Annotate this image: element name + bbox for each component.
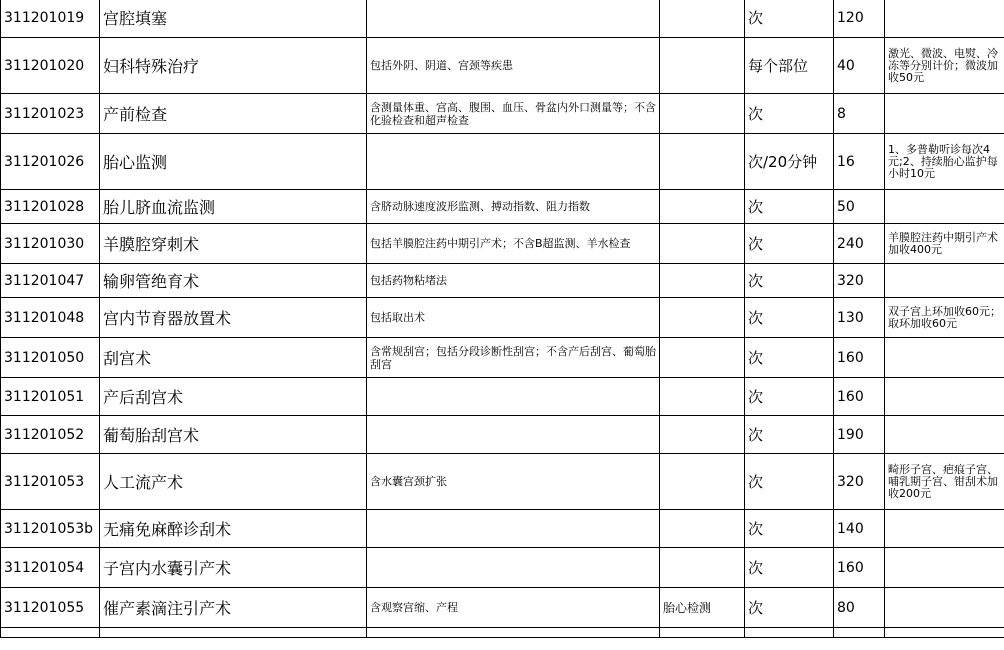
item-price-cell[interactable]: 320 (834, 454, 885, 510)
table-cell[interactable] (367, 628, 660, 638)
item-unit-cell[interactable]: 次 (745, 588, 834, 628)
item-exclusion-cell[interactable] (660, 338, 745, 378)
table-row (1, 510, 1004, 548)
item-content-cell[interactable]: 包括外阴、阴道、宫颈等疾患 (367, 38, 660, 94)
item-name-cell[interactable]: 无痛免麻醉诊刮术 (100, 510, 367, 548)
item-exclusion-cell[interactable] (660, 548, 745, 588)
item-name-cell[interactable]: 宫内节育器放置术 (100, 298, 367, 338)
item-unit-cell[interactable]: 次 (745, 378, 834, 416)
item-code-cell[interactable]: 311201051 (1, 378, 100, 416)
item-code-cell[interactable]: 311201030 (1, 224, 100, 264)
item-note-cell[interactable] (885, 548, 1004, 588)
item-content-cell[interactable] (367, 134, 660, 190)
item-content-cell[interactable]: 包括药物粘堵法 (367, 264, 660, 298)
item-exclusion-cell[interactable]: 胎心检测 (660, 588, 745, 628)
item-code-cell[interactable]: 311201019 (1, 0, 100, 38)
item-code-cell[interactable]: 311201026 (1, 134, 100, 190)
table-cell[interactable] (885, 628, 1004, 638)
item-exclusion-cell[interactable] (660, 190, 745, 224)
table-row (1, 588, 1004, 628)
item-exclusion-cell[interactable] (660, 38, 745, 94)
item-unit-cell[interactable]: 次 (745, 224, 834, 264)
table-row (1, 378, 1004, 416)
item-note-cell[interactable]: 激光、微波、电熨、冷冻等分别计价；微波加收50元 (885, 38, 1004, 94)
table-row (1, 264, 1004, 298)
item-price-cell[interactable]: 190 (834, 416, 885, 454)
item-price-cell[interactable]: 160 (834, 548, 885, 588)
item-exclusion-cell[interactable] (660, 298, 745, 338)
item-name-cell[interactable]: 子宫内水囊引产术 (100, 548, 367, 588)
item-price-cell[interactable]: 80 (834, 588, 885, 628)
item-name-cell[interactable]: 输卵管绝育术 (100, 264, 367, 298)
item-price-cell[interactable]: 240 (834, 224, 885, 264)
item-unit-cell[interactable]: 次 (745, 264, 834, 298)
item-name-cell[interactable]: 刮宫术 (100, 338, 367, 378)
item-name-cell[interactable]: 产后刮宫术 (100, 378, 367, 416)
item-price-cell[interactable]: 16 (834, 134, 885, 190)
item-note-cell[interactable]: 畸形子宫、疤痕子宫、哺乳期子宫、钳刮术加收200元 (885, 454, 1004, 510)
item-unit-cell[interactable]: 次/20分钟 (745, 134, 834, 190)
table-row (1, 38, 1004, 94)
item-exclusion-cell[interactable] (660, 416, 745, 454)
item-note-cell[interactable]: 羊膜腔注药中期引产术加收400元 (885, 224, 1004, 264)
table-cell[interactable] (834, 628, 885, 638)
item-unit-cell[interactable]: 次 (745, 454, 834, 510)
item-content-cell[interactable]: 包括取出术 (367, 298, 660, 338)
item-content-cell[interactable] (367, 416, 660, 454)
item-price-cell[interactable]: 40 (834, 38, 885, 94)
item-code-cell[interactable]: 311201023 (1, 94, 100, 134)
item-unit-cell[interactable]: 次 (745, 0, 834, 38)
item-exclusion-cell[interactable] (660, 454, 745, 510)
item-price-cell[interactable]: 320 (834, 264, 885, 298)
item-note-cell[interactable] (885, 0, 1004, 38)
item-note-cell[interactable] (885, 588, 1004, 628)
item-code-cell[interactable]: 311201053b (1, 510, 100, 548)
item-code-cell[interactable]: 311201054 (1, 548, 100, 588)
item-name-cell[interactable]: 产前检查 (100, 94, 367, 134)
item-note-cell[interactable] (885, 264, 1004, 298)
item-content-cell[interactable] (367, 548, 660, 588)
table-cell[interactable] (660, 628, 745, 638)
item-content-cell[interactable]: 含观察宫缩、产程 (367, 588, 660, 628)
table-row (1, 0, 1004, 38)
item-content-cell[interactable] (367, 378, 660, 416)
table-row (1, 454, 1004, 510)
item-code-cell[interactable]: 311201053 (1, 454, 100, 510)
item-unit-cell[interactable]: 每个部位 (745, 38, 834, 94)
item-code-cell[interactable]: 311201020 (1, 38, 100, 94)
item-name-cell[interactable]: 胎心监测 (100, 134, 367, 190)
item-name-cell[interactable]: 宫腔填塞 (100, 0, 367, 38)
item-price-cell[interactable]: 140 (834, 510, 885, 548)
item-name-cell[interactable]: 葡萄胎刮宫术 (100, 416, 367, 454)
table-row (1, 134, 1004, 190)
item-note-cell[interactable] (885, 510, 1004, 548)
item-unit-cell[interactable]: 次 (745, 298, 834, 338)
table-cell[interactable] (100, 628, 367, 638)
item-unit-cell[interactable]: 次 (745, 190, 834, 224)
item-code-cell[interactable]: 311201028 (1, 190, 100, 224)
item-code-cell[interactable]: 311201052 (1, 416, 100, 454)
item-exclusion-cell[interactable] (660, 134, 745, 190)
item-code-cell[interactable]: 311201047 (1, 264, 100, 298)
item-name-cell[interactable]: 催产素滴注引产术 (100, 588, 367, 628)
item-exclusion-cell[interactable] (660, 378, 745, 416)
item-code-cell[interactable]: 311201050 (1, 338, 100, 378)
item-content-cell[interactable] (367, 0, 660, 38)
item-price-cell[interactable]: 120 (834, 0, 885, 38)
item-price-cell[interactable]: 160 (834, 378, 885, 416)
table-row (1, 298, 1004, 338)
item-note-cell[interactable] (885, 416, 1004, 454)
item-name-cell[interactable]: 胎儿脐血流监测 (100, 190, 367, 224)
table-row (1, 338, 1004, 378)
item-price-cell[interactable]: 160 (834, 338, 885, 378)
item-code-cell[interactable]: 311201048 (1, 298, 100, 338)
item-content-cell[interactable]: 包括羊膜腔注药中期引产术；不含B超监测、羊水检查 (367, 224, 660, 264)
item-unit-cell[interactable]: 次 (745, 416, 834, 454)
item-unit-cell[interactable]: 次 (745, 338, 834, 378)
item-content-cell[interactable]: 含常规刮宫；包括分段诊断性刮宫；不含产后刮宫、葡萄胎刮宫 (367, 338, 660, 378)
table-row (1, 416, 1004, 454)
item-price-cell[interactable]: 8 (834, 94, 885, 134)
item-content-cell[interactable]: 含脐动脉速度波形监测、搏动指数、阻力指数 (367, 190, 660, 224)
item-unit-cell[interactable]: 次 (745, 548, 834, 588)
item-content-cell[interactable]: 含水囊宫颈扩张 (367, 454, 660, 510)
item-note-cell[interactable] (885, 94, 1004, 134)
item-exclusion-cell[interactable] (660, 510, 745, 548)
item-content-cell[interactable] (367, 510, 660, 548)
table-row (1, 628, 1004, 638)
table-cell[interactable] (1, 628, 100, 638)
item-price-cell[interactable]: 50 (834, 190, 885, 224)
item-name-cell[interactable]: 妇科特殊治疗 (100, 38, 367, 94)
item-code-cell[interactable]: 311201055 (1, 588, 100, 628)
table-row (1, 548, 1004, 588)
item-note-cell[interactable]: 双子宫上环加收60元；取环加收60元 (885, 298, 1004, 338)
item-note-cell[interactable] (885, 190, 1004, 224)
table-row (1, 94, 1004, 134)
table-row (1, 190, 1004, 224)
item-note-cell[interactable] (885, 338, 1004, 378)
item-exclusion-cell[interactable] (660, 0, 745, 38)
item-note-cell[interactable] (885, 378, 1004, 416)
item-name-cell[interactable]: 羊膜腔穿刺术 (100, 224, 367, 264)
item-exclusion-cell[interactable] (660, 94, 745, 134)
item-exclusion-cell[interactable] (660, 264, 745, 298)
table-cell[interactable] (745, 628, 834, 638)
item-name-cell[interactable]: 人工流产术 (100, 454, 367, 510)
item-exclusion-cell[interactable] (660, 224, 745, 264)
item-unit-cell[interactable]: 次 (745, 510, 834, 548)
table-row (1, 224, 1004, 264)
item-content-cell[interactable]: 含测量体重、宫高、腹围、血压、骨盆内外口测量等；不含化验检查和超声检查 (367, 94, 660, 134)
item-price-cell[interactable]: 130 (834, 298, 885, 338)
item-note-cell[interactable]: 1、多普勒听诊每次4元;2、持续胎心监护每小时10元 (885, 134, 1004, 190)
item-unit-cell[interactable]: 次 (745, 94, 834, 134)
